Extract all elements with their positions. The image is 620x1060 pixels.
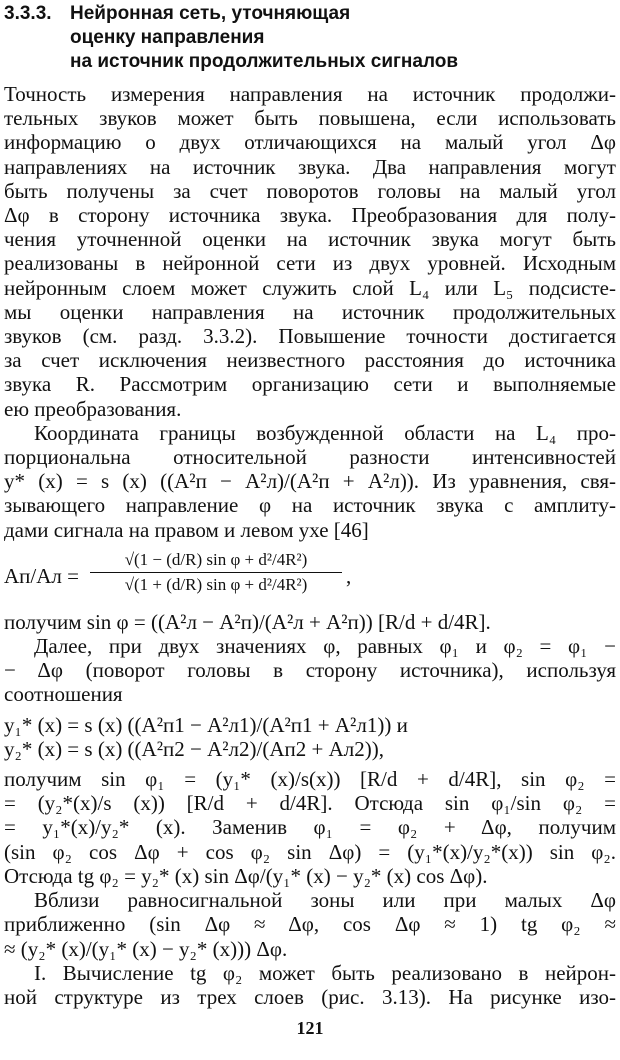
text-line: порциональна относительной разности интенсивностей: [4, 445, 616, 470]
text-line: ею преобразования.: [4, 396, 182, 421]
text-line: реализованы в нейронной сети из двух уровней. Исходным: [4, 251, 616, 276]
text-line: − Δφ (поворот головы в сторону источника), используя: [4, 658, 616, 683]
section-heading: [4, 2, 604, 74]
text-line: I. Вычисление tg φ₂ может быть реализовано в нейрон-: [34, 960, 616, 985]
heading-line: Нейронная сеть, уточняющая: [70, 3, 351, 24]
text-line: направлениях на источник звука. Два направления могут: [4, 154, 616, 179]
formula-numerator: √(1 − (d/R) sin φ + d²/4R²): [90, 548, 342, 573]
text-line: Координата границы возбужденной области на L₄ про-: [34, 420, 616, 445]
formula-lhs: Aп/Aл =: [4, 563, 79, 588]
text-line: нейронным слоем может служить слой L₄ или L₅ подсисте-: [4, 275, 616, 300]
text-line: = y₁*(x)/y₂* (x). Заменив φ₁ = φ₂ + Δφ, получим: [4, 815, 616, 840]
text-line: y* (x) = s (x) ((A²п − A²л)/(A²п + A²л)). Из уравнения, свя-: [4, 469, 616, 494]
text-line: Точность измерения направления на источник продолжи-: [4, 82, 616, 106]
text-line: ной структуре из трех слоев (рис. 3.13). На рисунке изо-: [4, 984, 616, 1009]
formula-fraction: [90, 548, 342, 597]
text-line: информацию о двух отличающихся на малый угол Δφ: [4, 130, 616, 155]
heading-line: оценку направления: [70, 27, 265, 48]
text-line: дами сигнала на правом и левом ухе [46]: [4, 517, 369, 542]
text-line: звука R. Рассмотрим организацию сети и выполняемые: [4, 372, 616, 397]
text-line: = (y₂*(x)/s (x)) [R/d + d/4R]. Отсюда sin φ₁/sin φ₂ =: [4, 791, 616, 816]
text-line: получим sin φ = ((A²л − A²п)/(A²л + A²п)) [R/d + d/4R].: [4, 609, 491, 634]
body-text: [4, 82, 616, 1009]
formula-denominator: √(1 + (d/R) sin φ + d²/4R²): [124, 574, 308, 594]
text-line: Δφ в сторону источника звука. Преобразования для полу-: [4, 203, 616, 228]
equation-line: y₁* (x) = s (x) ((A²п1 − A²л1)/(A²п1 + A²л1)) и: [4, 712, 408, 737]
page-number: 121: [296, 1018, 324, 1038]
text-line: Вблизи равносигнальной зоны или при малых Δφ: [34, 888, 616, 913]
text-line: ≈ (y₂* (x)/(y₁* (x) − y₂* (x))) Δφ.: [4, 936, 288, 961]
text-line: тельных звуков может быть повышена, если использовать: [4, 106, 616, 131]
text-line: зывающего направление φ на источник звука с амплиту-: [4, 493, 616, 518]
heading-line: на источник продолжительных сигналов: [70, 51, 459, 72]
amplitude-ratio-formula: [4, 548, 616, 606]
formula-tail: ,: [346, 563, 352, 588]
text-line: соотношения: [4, 682, 123, 707]
text-line: быть получены за счет поворотов головы на малый угол: [4, 178, 616, 203]
text-line: (sin φ₂ cos Δφ + cos φ₂ sin Δφ) = (y₁*(x)/y₂*(x)) sin φ₂.: [4, 839, 616, 864]
text-line: приближенно (sin Δφ ≈ Δφ, cos Δφ ≈ 1) tg φ₂ ≈: [4, 912, 616, 937]
text-line: мы оценки направления на источник продолжительных: [4, 299, 616, 324]
text-line: Далее, при двух значениях φ, равных φ₁ и φ₂ = φ₁ −: [34, 634, 616, 659]
equation-line: y₂* (x) = s (x) ((A²п2 − A²л2)/(Aп2 + Aл2)),: [4, 736, 384, 761]
section-number: 3.3.3.: [4, 3, 52, 24]
text-line: звуков (см. разд. 3.3.2). Повышение точности достигается: [4, 324, 616, 349]
text-line: получим sin φ₁ = (y₁* (x)/s(x)) [R/d + d/4R], sin φ₂ =: [4, 767, 616, 792]
text-line: Отсюда tg φ₂ = y₂* (x) sin Δφ/(y₁* (x) − y₂* (x) cos Δφ).: [4, 863, 488, 888]
text-line: чения уточненной оценки на источник звука могут быть: [4, 227, 616, 252]
text-line: за счет исключения неизвестного расстояния до источника: [4, 348, 616, 373]
